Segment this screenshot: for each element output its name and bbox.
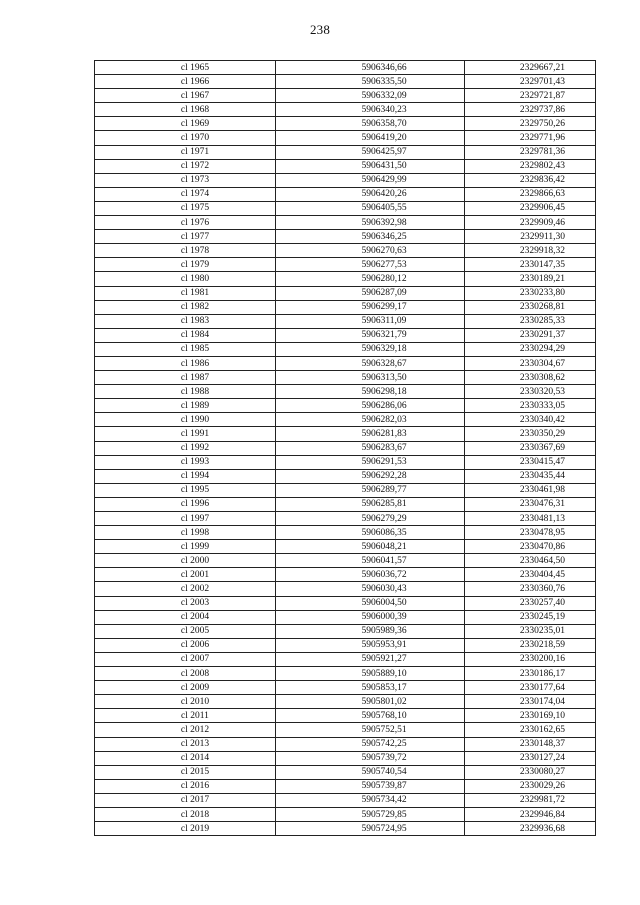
point-label-cell: cl 1965 bbox=[95, 61, 276, 75]
table-row bbox=[95, 554, 596, 568]
x-coordinate-cell: 5906292,28 bbox=[276, 469, 465, 483]
point-label-cell: cl 2007 bbox=[95, 652, 276, 666]
y-coordinate-cell: 2330233,80 bbox=[465, 286, 596, 300]
y-coordinate-cell: 2330340,42 bbox=[465, 413, 596, 427]
y-coordinate-cell: 2330481,13 bbox=[465, 512, 596, 526]
point-label-cell: cl 2002 bbox=[95, 582, 276, 596]
point-label-cell: cl 2015 bbox=[95, 765, 276, 779]
y-coordinate-cell: 2330285,33 bbox=[465, 314, 596, 328]
point-label-cell: cl 1996 bbox=[95, 497, 276, 511]
point-label-cell: cl 1970 bbox=[95, 131, 276, 145]
y-coordinate-cell: 2329946,84 bbox=[465, 807, 596, 821]
y-coordinate-cell: 2330464,50 bbox=[465, 554, 596, 568]
y-coordinate-cell: 2329737,86 bbox=[465, 103, 596, 117]
y-coordinate-cell: 2329911,30 bbox=[465, 230, 596, 244]
y-coordinate-cell: 2330333,05 bbox=[465, 399, 596, 413]
table-row bbox=[95, 497, 596, 511]
x-coordinate-cell: 5906086,35 bbox=[276, 526, 465, 540]
coordinates-table-body bbox=[95, 61, 596, 836]
table-row bbox=[95, 159, 596, 173]
table-row bbox=[95, 89, 596, 103]
y-coordinate-cell: 2330268,81 bbox=[465, 300, 596, 314]
x-coordinate-cell: 5905989,36 bbox=[276, 624, 465, 638]
x-coordinate-cell: 5906041,57 bbox=[276, 554, 465, 568]
point-label-cell: cl 1997 bbox=[95, 512, 276, 526]
point-label-cell: cl 1992 bbox=[95, 441, 276, 455]
table-row bbox=[95, 201, 596, 215]
y-coordinate-cell: 2329981,72 bbox=[465, 793, 596, 807]
point-label-cell: cl 1984 bbox=[95, 328, 276, 342]
point-label-cell: cl 2018 bbox=[95, 807, 276, 821]
y-coordinate-cell: 2330148,37 bbox=[465, 737, 596, 751]
table-row bbox=[95, 427, 596, 441]
point-label-cell: cl 2009 bbox=[95, 681, 276, 695]
point-label-cell: cl 1979 bbox=[95, 258, 276, 272]
x-coordinate-cell: 5906030,43 bbox=[276, 582, 465, 596]
point-label-cell: cl 1981 bbox=[95, 286, 276, 300]
y-coordinate-cell: 2329836,42 bbox=[465, 173, 596, 187]
y-coordinate-cell: 2330189,21 bbox=[465, 272, 596, 286]
point-label-cell: cl 1983 bbox=[95, 314, 276, 328]
point-label-cell: cl 1999 bbox=[95, 540, 276, 554]
point-label-cell: cl 2003 bbox=[95, 596, 276, 610]
page-number: 238 bbox=[309, 22, 331, 37]
y-coordinate-cell: 2330245,19 bbox=[465, 610, 596, 624]
x-coordinate-cell: 5906298,18 bbox=[276, 385, 465, 399]
x-coordinate-cell: 5906048,21 bbox=[276, 540, 465, 554]
table-row bbox=[95, 286, 596, 300]
x-coordinate-cell: 5906279,29 bbox=[276, 512, 465, 526]
x-coordinate-cell: 5905801,02 bbox=[276, 695, 465, 709]
x-coordinate-cell: 5906392,98 bbox=[276, 216, 465, 230]
table-row bbox=[95, 765, 596, 779]
y-coordinate-cell: 2330478,95 bbox=[465, 526, 596, 540]
x-coordinate-cell: 5905739,72 bbox=[276, 751, 465, 765]
x-coordinate-cell: 5906311,09 bbox=[276, 314, 465, 328]
y-coordinate-cell: 2329906,45 bbox=[465, 201, 596, 215]
table-row bbox=[95, 737, 596, 751]
y-coordinate-cell: 2330029,26 bbox=[465, 779, 596, 793]
y-coordinate-cell: 2330415,47 bbox=[465, 455, 596, 469]
x-coordinate-cell: 5905953,91 bbox=[276, 638, 465, 652]
y-coordinate-cell: 2330177,64 bbox=[465, 681, 596, 695]
x-coordinate-cell: 5906277,53 bbox=[276, 258, 465, 272]
x-coordinate-cell: 5906000,39 bbox=[276, 610, 465, 624]
table-row bbox=[95, 413, 596, 427]
table-row bbox=[95, 512, 596, 526]
y-coordinate-cell: 2330186,17 bbox=[465, 667, 596, 681]
y-coordinate-cell: 2329750,26 bbox=[465, 117, 596, 131]
table-row bbox=[95, 624, 596, 638]
x-coordinate-cell: 5906358,70 bbox=[276, 117, 465, 131]
point-label-cell: cl 2001 bbox=[95, 568, 276, 582]
y-coordinate-cell: 2330294,29 bbox=[465, 342, 596, 356]
point-label-cell: cl 2013 bbox=[95, 737, 276, 751]
y-coordinate-cell: 2330360,76 bbox=[465, 582, 596, 596]
table-row bbox=[95, 328, 596, 342]
table-row bbox=[95, 681, 596, 695]
table-row bbox=[95, 399, 596, 413]
y-coordinate-cell: 2330304,67 bbox=[465, 356, 596, 370]
table-row bbox=[95, 582, 596, 596]
x-coordinate-cell: 5905724,95 bbox=[276, 822, 465, 836]
y-coordinate-cell: 2330320,53 bbox=[465, 385, 596, 399]
x-coordinate-cell: 5906328,67 bbox=[276, 356, 465, 370]
y-coordinate-cell: 2330127,24 bbox=[465, 751, 596, 765]
table-row bbox=[95, 75, 596, 89]
point-label-cell: cl 2004 bbox=[95, 610, 276, 624]
x-coordinate-cell: 5906283,67 bbox=[276, 441, 465, 455]
point-label-cell: cl 2011 bbox=[95, 709, 276, 723]
x-coordinate-cell: 5906281,83 bbox=[276, 427, 465, 441]
y-coordinate-cell: 2330235,01 bbox=[465, 624, 596, 638]
table-row bbox=[95, 469, 596, 483]
x-coordinate-cell: 5906299,17 bbox=[276, 300, 465, 314]
point-label-cell: cl 2016 bbox=[95, 779, 276, 793]
x-coordinate-cell: 5906313,50 bbox=[276, 371, 465, 385]
table-row bbox=[95, 652, 596, 666]
table-row bbox=[95, 709, 596, 723]
table-row bbox=[95, 61, 596, 75]
table-row bbox=[95, 117, 596, 131]
x-coordinate-cell: 5905752,51 bbox=[276, 723, 465, 737]
x-coordinate-cell: 5906335,50 bbox=[276, 75, 465, 89]
point-label-cell: cl 1968 bbox=[95, 103, 276, 117]
y-coordinate-cell: 2330174,04 bbox=[465, 695, 596, 709]
point-label-cell: cl 1982 bbox=[95, 300, 276, 314]
x-coordinate-cell: 5905734,42 bbox=[276, 793, 465, 807]
point-label-cell: cl 1994 bbox=[95, 469, 276, 483]
x-coordinate-cell: 5905742,25 bbox=[276, 737, 465, 751]
point-label-cell: cl 1975 bbox=[95, 201, 276, 215]
x-coordinate-cell: 5906329,18 bbox=[276, 342, 465, 356]
x-coordinate-cell: 5906289,77 bbox=[276, 483, 465, 497]
point-label-cell: cl 2010 bbox=[95, 695, 276, 709]
x-coordinate-cell: 5906287,09 bbox=[276, 286, 465, 300]
y-coordinate-cell: 2329781,36 bbox=[465, 145, 596, 159]
table-row bbox=[95, 131, 596, 145]
point-label-cell: cl 1971 bbox=[95, 145, 276, 159]
y-coordinate-cell: 2330080,27 bbox=[465, 765, 596, 779]
table-row bbox=[95, 723, 596, 737]
table-row bbox=[95, 173, 596, 187]
table-row bbox=[95, 385, 596, 399]
x-coordinate-cell: 5905768,10 bbox=[276, 709, 465, 723]
table-row bbox=[95, 483, 596, 497]
point-label-cell: cl 2000 bbox=[95, 554, 276, 568]
table-row bbox=[95, 596, 596, 610]
table-row bbox=[95, 822, 596, 836]
y-coordinate-cell: 2330461,98 bbox=[465, 483, 596, 497]
point-label-cell: cl 2014 bbox=[95, 751, 276, 765]
table-row bbox=[95, 568, 596, 582]
table-row bbox=[95, 455, 596, 469]
y-coordinate-cell: 2330435,44 bbox=[465, 469, 596, 483]
point-label-cell: cl 1973 bbox=[95, 173, 276, 187]
y-coordinate-cell: 2329771,96 bbox=[465, 131, 596, 145]
x-coordinate-cell: 5906321,79 bbox=[276, 328, 465, 342]
x-coordinate-cell: 5906405,55 bbox=[276, 201, 465, 215]
y-coordinate-cell: 2329802,43 bbox=[465, 159, 596, 173]
table-row bbox=[95, 807, 596, 821]
point-label-cell: cl 1978 bbox=[95, 244, 276, 258]
y-coordinate-cell: 2330367,69 bbox=[465, 441, 596, 455]
y-coordinate-cell: 2330291,37 bbox=[465, 328, 596, 342]
x-coordinate-cell: 5905921,27 bbox=[276, 652, 465, 666]
y-coordinate-cell: 2330257,40 bbox=[465, 596, 596, 610]
x-coordinate-cell: 5906270,63 bbox=[276, 244, 465, 258]
x-coordinate-cell: 5906431,50 bbox=[276, 159, 465, 173]
table-row bbox=[95, 751, 596, 765]
table-row bbox=[95, 371, 596, 385]
point-label-cell: cl 1989 bbox=[95, 399, 276, 413]
x-coordinate-cell: 5906280,12 bbox=[276, 272, 465, 286]
point-label-cell: cl 2008 bbox=[95, 667, 276, 681]
y-coordinate-cell: 2330162,65 bbox=[465, 723, 596, 737]
y-coordinate-cell: 2330308,62 bbox=[465, 371, 596, 385]
y-coordinate-cell: 2330147,35 bbox=[465, 258, 596, 272]
y-coordinate-cell: 2329918,32 bbox=[465, 244, 596, 258]
x-coordinate-cell: 5905729,85 bbox=[276, 807, 465, 821]
y-coordinate-cell: 2330218,59 bbox=[465, 638, 596, 652]
point-label-cell: cl 1987 bbox=[95, 371, 276, 385]
y-coordinate-cell: 2330404,45 bbox=[465, 568, 596, 582]
point-label-cell: cl 2005 bbox=[95, 624, 276, 638]
x-coordinate-cell: 5906332,09 bbox=[276, 89, 465, 103]
table-row bbox=[95, 610, 596, 624]
coordinates-table bbox=[94, 60, 596, 836]
table-row bbox=[95, 272, 596, 286]
table-row bbox=[95, 695, 596, 709]
table-row bbox=[95, 244, 596, 258]
point-label-cell: cl 1993 bbox=[95, 455, 276, 469]
table-row bbox=[95, 258, 596, 272]
x-coordinate-cell: 5906286,06 bbox=[276, 399, 465, 413]
point-label-cell: cl 2017 bbox=[95, 793, 276, 807]
table-row bbox=[95, 187, 596, 201]
point-label-cell: cl 1966 bbox=[95, 75, 276, 89]
x-coordinate-cell: 5906340,23 bbox=[276, 103, 465, 117]
x-coordinate-cell: 5905889,10 bbox=[276, 667, 465, 681]
table-row bbox=[95, 145, 596, 159]
point-label-cell: cl 1998 bbox=[95, 526, 276, 540]
x-coordinate-cell: 5906346,66 bbox=[276, 61, 465, 75]
y-coordinate-cell: 2330350,29 bbox=[465, 427, 596, 441]
table-row bbox=[95, 300, 596, 314]
point-label-cell: cl 1969 bbox=[95, 117, 276, 131]
x-coordinate-cell: 5906282,03 bbox=[276, 413, 465, 427]
y-coordinate-cell: 2329701,43 bbox=[465, 75, 596, 89]
y-coordinate-cell: 2329721,87 bbox=[465, 89, 596, 103]
table-row bbox=[95, 103, 596, 117]
y-coordinate-cell: 2330200,16 bbox=[465, 652, 596, 666]
x-coordinate-cell: 5905740,54 bbox=[276, 765, 465, 779]
table-row bbox=[95, 779, 596, 793]
y-coordinate-cell: 2329909,46 bbox=[465, 216, 596, 230]
table-row bbox=[95, 342, 596, 356]
point-label-cell: cl 1977 bbox=[95, 230, 276, 244]
x-coordinate-cell: 5906036,72 bbox=[276, 568, 465, 582]
point-label-cell: cl 2019 bbox=[95, 822, 276, 836]
point-label-cell: cl 2006 bbox=[95, 638, 276, 652]
point-label-cell: cl 1988 bbox=[95, 385, 276, 399]
table-row bbox=[95, 216, 596, 230]
x-coordinate-cell: 5906419,20 bbox=[276, 131, 465, 145]
x-coordinate-cell: 5906285,81 bbox=[276, 497, 465, 511]
x-coordinate-cell: 5905853,17 bbox=[276, 681, 465, 695]
table-row bbox=[95, 667, 596, 681]
table-row bbox=[95, 540, 596, 554]
point-label-cell: cl 1974 bbox=[95, 187, 276, 201]
y-coordinate-cell: 2329667,21 bbox=[465, 61, 596, 75]
point-label-cell: cl 1991 bbox=[95, 427, 276, 441]
point-label-cell: cl 1985 bbox=[95, 342, 276, 356]
table-row bbox=[95, 356, 596, 370]
point-label-cell: cl 2012 bbox=[95, 723, 276, 737]
x-coordinate-cell: 5906346,25 bbox=[276, 230, 465, 244]
point-label-cell: cl 1995 bbox=[95, 483, 276, 497]
x-coordinate-cell: 5906425,97 bbox=[276, 145, 465, 159]
table-row bbox=[95, 638, 596, 652]
point-label-cell: cl 1990 bbox=[95, 413, 276, 427]
y-coordinate-cell: 2330470,86 bbox=[465, 540, 596, 554]
point-label-cell: cl 1967 bbox=[95, 89, 276, 103]
x-coordinate-cell: 5906004,50 bbox=[276, 596, 465, 610]
point-label-cell: cl 1980 bbox=[95, 272, 276, 286]
y-coordinate-cell: 2329866,63 bbox=[465, 187, 596, 201]
x-coordinate-cell: 5905739,87 bbox=[276, 779, 465, 793]
table-row bbox=[95, 441, 596, 455]
point-label-cell: cl 1976 bbox=[95, 216, 276, 230]
y-coordinate-cell: 2330476,31 bbox=[465, 497, 596, 511]
table-row bbox=[95, 793, 596, 807]
x-coordinate-cell: 5906429,99 bbox=[276, 173, 465, 187]
x-coordinate-cell: 5906291,53 bbox=[276, 455, 465, 469]
table-row bbox=[95, 526, 596, 540]
point-label-cell: cl 1972 bbox=[95, 159, 276, 173]
y-coordinate-cell: 2329936,68 bbox=[465, 822, 596, 836]
y-coordinate-cell: 2330169,10 bbox=[465, 709, 596, 723]
table-row bbox=[95, 314, 596, 328]
x-coordinate-cell: 5906420,26 bbox=[276, 187, 465, 201]
point-label-cell: cl 1986 bbox=[95, 356, 276, 370]
table-row bbox=[95, 230, 596, 244]
